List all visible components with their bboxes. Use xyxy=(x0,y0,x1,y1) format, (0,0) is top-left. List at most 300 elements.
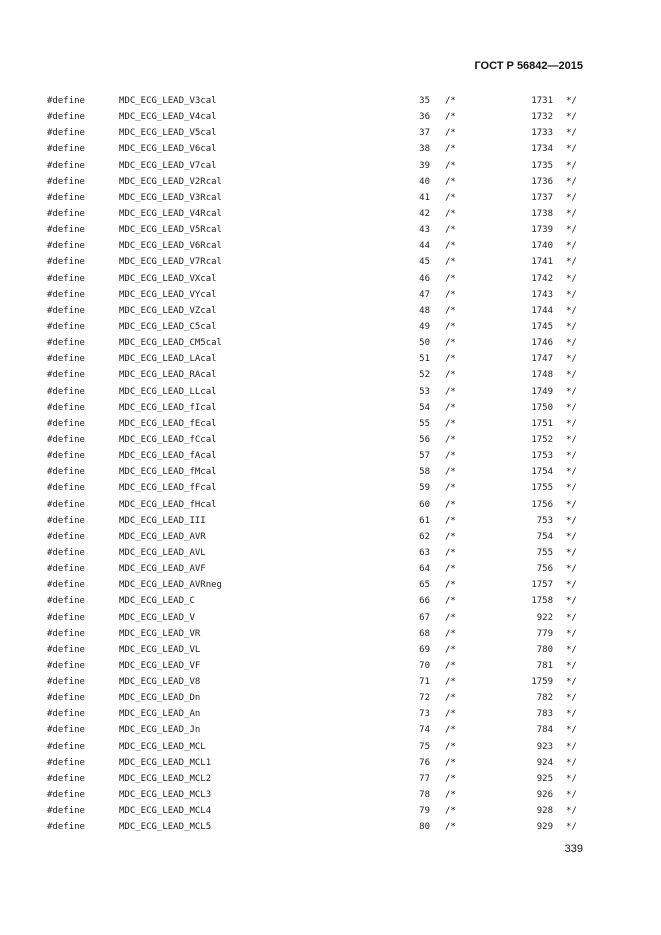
define-row xyxy=(0,287,661,303)
define-row xyxy=(0,174,661,190)
define-row xyxy=(0,803,661,819)
define-keyword: #define xyxy=(47,612,85,623)
line-number: 37 xyxy=(419,128,430,139)
line-number: 41 xyxy=(419,192,430,203)
line-number: 77 xyxy=(419,773,430,784)
comment-open: /* xyxy=(445,273,456,284)
define-keyword: #define xyxy=(47,128,85,139)
line-number: 52 xyxy=(419,370,430,381)
comment-close: */ xyxy=(566,757,577,768)
comment-open: /* xyxy=(445,402,456,413)
comment-close: */ xyxy=(566,273,577,284)
comment-close: */ xyxy=(566,515,577,526)
code-value: 1737 xyxy=(531,192,553,203)
comment-open: /* xyxy=(445,338,456,349)
comment-open: /* xyxy=(445,354,456,365)
comment-open: /* xyxy=(445,241,456,252)
constant-name: MDC_ECG_LEAD_CM5cal xyxy=(119,338,222,349)
define-keyword: #define xyxy=(47,386,85,397)
line-number: 43 xyxy=(419,225,430,236)
define-keyword: #define xyxy=(47,660,85,671)
code-value: 1748 xyxy=(531,370,553,381)
define-keyword: #define xyxy=(47,434,85,445)
define-keyword: #define xyxy=(47,451,85,462)
constant-name: MDC_ECG_LEAD_V6cal xyxy=(119,144,217,155)
comment-close: */ xyxy=(566,434,577,445)
define-keyword: #define xyxy=(47,225,85,236)
constant-name: MDC_ECG_LEAD_V6Rcal xyxy=(119,241,222,252)
constant-name: MDC_ECG_LEAD_LAcal xyxy=(119,354,217,365)
code-value: 1745 xyxy=(531,321,553,332)
comment-close: */ xyxy=(566,305,577,316)
code-value: 1736 xyxy=(531,176,553,187)
comment-close: */ xyxy=(566,660,577,671)
define-row xyxy=(0,577,661,593)
constant-name: MDC_ECG_LEAD_fHcal xyxy=(119,499,217,510)
define-keyword: #define xyxy=(47,741,85,752)
define-keyword: #define xyxy=(47,467,85,478)
comment-open: /* xyxy=(445,628,456,639)
define-keyword: #define xyxy=(47,192,85,203)
code-value: 1731 xyxy=(531,96,553,106)
code-value: 1759 xyxy=(531,677,553,688)
line-number: 61 xyxy=(419,515,430,526)
define-keyword: #define xyxy=(47,515,85,526)
comment-open: /* xyxy=(445,434,456,445)
define-row xyxy=(0,190,661,206)
code-value: 1755 xyxy=(531,483,553,494)
code-value: 1758 xyxy=(531,596,553,607)
constant-name: MDC_ECG_LEAD_fAcal xyxy=(119,451,217,462)
define-row xyxy=(0,303,661,319)
code-value: 928 xyxy=(536,806,553,817)
define-keyword: #define xyxy=(47,321,85,332)
code-value: 1756 xyxy=(531,499,553,510)
define-keyword: #define xyxy=(47,822,85,833)
code-value: 1742 xyxy=(531,273,553,284)
define-keyword: #define xyxy=(47,499,85,510)
define-keyword: #define xyxy=(47,644,85,655)
define-row xyxy=(0,497,661,513)
code-value: 780 xyxy=(536,644,553,655)
comment-open: /* xyxy=(445,757,456,768)
define-row xyxy=(0,771,661,787)
constant-name: MDC_ECG_LEAD_V5Rcal xyxy=(119,225,222,236)
constant-name: MDC_ECG_LEAD_VZcal xyxy=(119,305,217,316)
define-row xyxy=(0,141,661,157)
line-number: 57 xyxy=(419,451,430,462)
comment-open: /* xyxy=(445,225,456,236)
constant-name: MDC_ECG_LEAD_fEcal xyxy=(119,418,217,429)
comment-close: */ xyxy=(566,483,577,494)
comment-open: /* xyxy=(445,451,456,462)
define-row xyxy=(0,335,661,351)
constant-name: MDC_ECG_LEAD_V2Rcal xyxy=(119,176,222,187)
define-row xyxy=(0,722,661,738)
code-value: 1740 xyxy=(531,241,553,252)
comment-open: /* xyxy=(445,208,456,219)
constant-name: MDC_ECG_LEAD_VF xyxy=(119,660,201,671)
define-keyword: #define xyxy=(47,241,85,252)
constant-name: MDC_ECG_LEAD_AVL xyxy=(119,547,206,558)
code-value: 1734 xyxy=(531,144,553,155)
define-keyword: #define xyxy=(47,160,85,171)
code-value: 755 xyxy=(536,547,553,558)
code-value: 1749 xyxy=(531,386,553,397)
comment-open: /* xyxy=(445,305,456,316)
constant-name: MDC_ECG_LEAD_V3Rcal xyxy=(119,192,222,203)
define-keyword: #define xyxy=(47,338,85,349)
line-number: 53 xyxy=(419,386,430,397)
code-value: 782 xyxy=(536,693,553,704)
line-number: 58 xyxy=(419,467,430,478)
comment-open: /* xyxy=(445,321,456,332)
code-value: 784 xyxy=(536,725,553,736)
comment-open: /* xyxy=(445,677,456,688)
constant-name: MDC_ECG_LEAD_MCL xyxy=(119,741,206,752)
code-value: 925 xyxy=(536,773,553,784)
define-keyword: #define xyxy=(47,305,85,316)
constant-name: MDC_ECG_LEAD_V8 xyxy=(119,677,201,688)
code-value: 926 xyxy=(536,790,553,801)
define-row xyxy=(0,93,661,109)
line-number: 62 xyxy=(419,531,430,542)
define-row xyxy=(0,125,661,141)
constant-name: MDC_ECG_LEAD_III xyxy=(119,515,206,526)
line-number: 63 xyxy=(419,547,430,558)
comment-close: */ xyxy=(566,321,577,332)
comment-close: */ xyxy=(566,822,577,833)
line-number: 72 xyxy=(419,693,430,704)
code-value: 929 xyxy=(536,822,553,833)
define-keyword: #define xyxy=(47,257,85,268)
comment-close: */ xyxy=(566,128,577,139)
comment-open: /* xyxy=(445,822,456,833)
code-value: 781 xyxy=(536,660,553,671)
comment-open: /* xyxy=(445,418,456,429)
line-number: 42 xyxy=(419,208,430,219)
define-row xyxy=(0,480,661,496)
code-value: 923 xyxy=(536,741,553,752)
line-number: 48 xyxy=(419,305,430,316)
line-number: 59 xyxy=(419,483,430,494)
code-value: 1746 xyxy=(531,338,553,349)
line-number: 46 xyxy=(419,273,430,284)
constant-name: MDC_ECG_LEAD_C5cal xyxy=(119,321,217,332)
define-row xyxy=(0,658,661,674)
define-row xyxy=(0,593,661,609)
constant-name: MDC_ECG_LEAD_fFcal xyxy=(119,483,217,494)
comment-open: /* xyxy=(445,531,456,542)
define-keyword: #define xyxy=(47,547,85,558)
define-row xyxy=(0,367,661,383)
comment-open: /* xyxy=(445,515,456,526)
page-number: 339 xyxy=(564,843,583,855)
define-row xyxy=(0,464,661,480)
define-row xyxy=(0,755,661,771)
comment-close: */ xyxy=(566,192,577,203)
comment-open: /* xyxy=(445,547,456,558)
comment-open: /* xyxy=(445,499,456,510)
comment-close: */ xyxy=(566,644,577,655)
define-row xyxy=(0,416,661,432)
define-row xyxy=(0,109,661,125)
comment-open: /* xyxy=(445,192,456,203)
line-number: 36 xyxy=(419,112,430,123)
define-row xyxy=(0,222,661,238)
constant-name: MDC_ECG_LEAD_LLcal xyxy=(119,386,217,397)
comment-close: */ xyxy=(566,806,577,817)
comment-open: /* xyxy=(445,564,456,575)
constant-name: MDC_ECG_LEAD_AVF xyxy=(119,564,206,575)
constant-name: MDC_ECG_LEAD_AVR xyxy=(119,531,206,542)
code-value: 756 xyxy=(536,564,553,575)
code-value: 754 xyxy=(536,531,553,542)
constant-name: MDC_ECG_LEAD_V7Rcal xyxy=(119,257,222,268)
code-value: 922 xyxy=(536,612,553,623)
define-keyword: #define xyxy=(47,806,85,817)
code-value: 1735 xyxy=(531,160,553,171)
comment-open: /* xyxy=(445,644,456,655)
constant-name: MDC_ECG_LEAD_V5cal xyxy=(119,128,217,139)
constant-name: MDC_ECG_LEAD_MCL2 xyxy=(119,773,212,784)
comment-close: */ xyxy=(566,741,577,752)
comment-close: */ xyxy=(566,451,577,462)
code-value: 753 xyxy=(536,515,553,526)
comment-open: /* xyxy=(445,386,456,397)
code-value: 1743 xyxy=(531,289,553,300)
line-number: 60 xyxy=(419,499,430,510)
constant-name: MDC_ECG_LEAD_AVRneg xyxy=(119,580,222,591)
code-value: 783 xyxy=(536,709,553,720)
line-number: 78 xyxy=(419,790,430,801)
comment-close: */ xyxy=(566,580,577,591)
line-number: 65 xyxy=(419,580,430,591)
comment-open: /* xyxy=(445,370,456,381)
line-number: 49 xyxy=(419,321,430,332)
comment-close: */ xyxy=(566,547,577,558)
comment-open: /* xyxy=(445,725,456,736)
comment-close: */ xyxy=(566,564,577,575)
comment-open: /* xyxy=(445,806,456,817)
define-keyword: #define xyxy=(47,693,85,704)
define-row xyxy=(0,626,661,642)
define-keyword: #define xyxy=(47,289,85,300)
define-keyword: #define xyxy=(47,176,85,187)
comment-open: /* xyxy=(445,467,456,478)
define-row xyxy=(0,706,661,722)
define-keyword: #define xyxy=(47,402,85,413)
define-keyword: #define xyxy=(47,354,85,365)
define-row xyxy=(0,642,661,658)
comment-open: /* xyxy=(445,660,456,671)
define-row xyxy=(0,529,661,545)
define-keyword: #define xyxy=(47,773,85,784)
comment-close: */ xyxy=(566,241,577,252)
comment-close: */ xyxy=(566,790,577,801)
line-number: 68 xyxy=(419,628,430,639)
define-row xyxy=(0,432,661,448)
define-row xyxy=(0,819,661,835)
code-value: 1754 xyxy=(531,467,553,478)
comment-close: */ xyxy=(566,112,577,123)
constant-name: MDC_ECG_LEAD_RAcal xyxy=(119,370,217,381)
comment-open: /* xyxy=(445,176,456,187)
constant-name: MDC_ECG_LEAD_VXcal xyxy=(119,273,217,284)
define-row xyxy=(0,206,661,222)
constant-name: MDC_ECG_LEAD_V4Rcal xyxy=(119,208,222,219)
define-row xyxy=(0,513,661,529)
define-keyword: #define xyxy=(47,208,85,219)
line-number: 76 xyxy=(419,757,430,768)
code-value: 1750 xyxy=(531,402,553,413)
line-number: 70 xyxy=(419,660,430,671)
constant-name: MDC_ECG_LEAD_C xyxy=(119,596,195,607)
define-keyword: #define xyxy=(47,112,85,123)
define-keyword: #define xyxy=(47,483,85,494)
comment-open: /* xyxy=(445,257,456,268)
comment-close: */ xyxy=(566,418,577,429)
code-value: 1741 xyxy=(531,257,553,268)
comment-open: /* xyxy=(445,693,456,704)
comment-open: /* xyxy=(445,773,456,784)
comment-open: /* xyxy=(445,483,456,494)
comment-close: */ xyxy=(566,499,577,510)
comment-close: */ xyxy=(566,693,577,704)
define-keyword: #define xyxy=(47,564,85,575)
line-number: 47 xyxy=(419,289,430,300)
line-number: 80 xyxy=(419,822,430,833)
define-row xyxy=(0,739,661,755)
line-number: 39 xyxy=(419,160,430,171)
line-number: 69 xyxy=(419,644,430,655)
constant-name: MDC_ECG_LEAD_VL xyxy=(119,644,201,655)
line-number: 79 xyxy=(419,806,430,817)
constant-name: MDC_ECG_LEAD_V7cal xyxy=(119,160,217,171)
define-row xyxy=(0,271,661,287)
comment-close: */ xyxy=(566,176,577,187)
line-number: 35 xyxy=(419,96,430,106)
define-keyword: #define xyxy=(47,273,85,284)
define-row xyxy=(0,787,661,803)
define-row xyxy=(0,238,661,254)
define-row xyxy=(0,158,661,174)
comment-close: */ xyxy=(566,677,577,688)
line-number: 55 xyxy=(419,418,430,429)
line-number: 38 xyxy=(419,144,430,155)
comment-open: /* xyxy=(445,596,456,607)
constant-name: MDC_ECG_LEAD_MCL5 xyxy=(119,822,212,833)
line-number: 56 xyxy=(419,434,430,445)
line-number: 71 xyxy=(419,677,430,688)
line-number: 74 xyxy=(419,725,430,736)
comment-close: */ xyxy=(566,628,577,639)
define-keyword: #define xyxy=(47,144,85,155)
constant-name: MDC_ECG_LEAD_MCL3 xyxy=(119,790,212,801)
constant-name: MDC_ECG_LEAD_fIcal xyxy=(119,402,217,413)
constant-name: MDC_ECG_LEAD_VYcal xyxy=(119,289,217,300)
define-row xyxy=(0,561,661,577)
define-keyword: #define xyxy=(47,677,85,688)
comment-close: */ xyxy=(566,773,577,784)
comment-open: /* xyxy=(445,289,456,300)
constant-name: MDC_ECG_LEAD_Dn xyxy=(119,693,201,704)
document-header: ГОСТ Р 56842—2015 xyxy=(474,60,583,72)
comment-close: */ xyxy=(566,96,577,106)
code-value: 779 xyxy=(536,628,553,639)
code-value: 1739 xyxy=(531,225,553,236)
comment-close: */ xyxy=(566,225,577,236)
comment-open: /* xyxy=(445,112,456,123)
comment-open: /* xyxy=(445,709,456,720)
comment-close: */ xyxy=(566,160,577,171)
define-keyword: #define xyxy=(47,418,85,429)
constant-name: MDC_ECG_LEAD_V xyxy=(119,612,195,623)
line-number: 50 xyxy=(419,338,430,349)
line-number: 51 xyxy=(419,354,430,365)
comment-close: */ xyxy=(566,402,577,413)
constant-name: MDC_ECG_LEAD_V4cal xyxy=(119,112,217,123)
define-row xyxy=(0,384,661,400)
define-keyword: #define xyxy=(47,96,85,106)
code-value: 1752 xyxy=(531,434,553,445)
define-keyword: #define xyxy=(47,531,85,542)
line-number: 73 xyxy=(419,709,430,720)
define-row xyxy=(0,351,661,367)
define-row xyxy=(0,448,661,464)
comment-close: */ xyxy=(566,338,577,349)
define-keyword: #define xyxy=(47,370,85,381)
define-row xyxy=(0,254,661,270)
constant-name: MDC_ECG_LEAD_V3cal xyxy=(119,96,217,106)
code-value: 1751 xyxy=(531,418,553,429)
define-keyword: #define xyxy=(47,709,85,720)
define-keyword: #define xyxy=(47,790,85,801)
define-keyword: #define xyxy=(47,757,85,768)
comment-close: */ xyxy=(566,467,577,478)
code-value: 1733 xyxy=(531,128,553,139)
comment-open: /* xyxy=(445,790,456,801)
define-row xyxy=(0,545,661,561)
code-value: 1738 xyxy=(531,208,553,219)
constant-name: MDC_ECG_LEAD_fMcal xyxy=(119,467,217,478)
constant-name: MDC_ECG_LEAD_Jn xyxy=(119,725,201,736)
comment-close: */ xyxy=(566,370,577,381)
define-keyword: #define xyxy=(47,580,85,591)
comment-close: */ xyxy=(566,354,577,365)
define-keyword: #define xyxy=(47,725,85,736)
comment-close: */ xyxy=(566,144,577,155)
line-number: 67 xyxy=(419,612,430,623)
define-row xyxy=(0,319,661,335)
define-keyword: #define xyxy=(47,596,85,607)
code-value: 1732 xyxy=(531,112,553,123)
comment-close: */ xyxy=(566,709,577,720)
line-number: 45 xyxy=(419,257,430,268)
comment-close: */ xyxy=(566,208,577,219)
comment-open: /* xyxy=(445,741,456,752)
define-row xyxy=(0,674,661,690)
comment-close: */ xyxy=(566,531,577,542)
comment-close: */ xyxy=(566,725,577,736)
comment-close: */ xyxy=(566,289,577,300)
line-number: 44 xyxy=(419,241,430,252)
code-value: 1753 xyxy=(531,451,553,462)
constant-name: MDC_ECG_LEAD_fCcal xyxy=(119,434,217,445)
comment-close: */ xyxy=(566,386,577,397)
define-row xyxy=(0,400,661,416)
code-value: 924 xyxy=(536,757,553,768)
